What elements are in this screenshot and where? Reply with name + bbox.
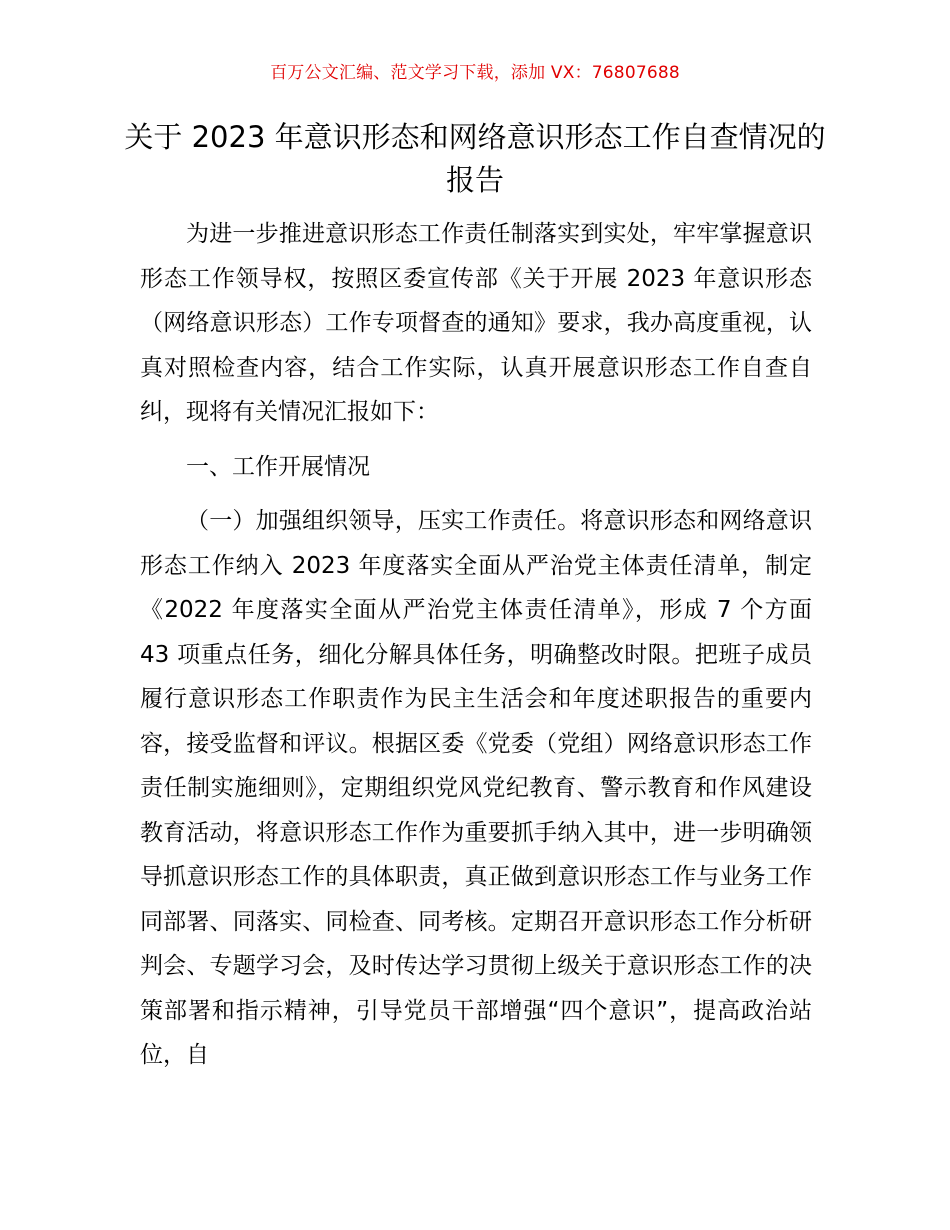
document-body [140,212,812,1088]
document-title: 关于 2023 年意识形态和网络意识形态工作自查情况的报告 [124,120,826,197]
intro-paragraph: 为进一步推进意识形态工作责任制落实到实处，牢牢掌握意识形态工作领导权，按照区委宣传部《关于开展 2023 年意识形态（网络意识形态）工作专项督查的通知》要求，我办高度重视，认真对照检查内容，结合工作实际，认真开展意识形态工作自查自纠，现将有关情况汇报如下： [140,221,812,425]
section-heading: 一、工作开展情况 [186,453,370,480]
header-promo-note: 百万公文汇编、范文学习下载，添加 VX：76807688 [270,63,680,83]
body-paragraph: （一）加强组织领导，压实工作责任。将意识形态和网络意识形态工作纳入 2023 年度落实全面从严治党主体责任清单，制定《2022 年度落实全面从严治党主体责任清单》，形成 7 个方面 43 项重点任务，细化分解具体任务，明确整改时限。把班子成员履行意识形态工作职责作为民主生活会和年度述职报告的重要内容，接受监督和评议。根据区委《党委（党组）网络意识形态工作责任制实施细则》，定期组织党风党纪教育、警示教育和作风建设教育活动，将意识形态工作作为重要抓手纳入其中，进一步明确领导抓意识形态工作的具体职责，真正做到意识形态工作与业务工作同部署、同落实、同检查、同考核。定期召开意识形态工作分析研判会、专题学习会，及时传达学习贯彻上级关于意识形态工作的决策部署和指示精神，引导党员干部增强“四个意识”，提高政治站位，自 [140,508,812,1068]
